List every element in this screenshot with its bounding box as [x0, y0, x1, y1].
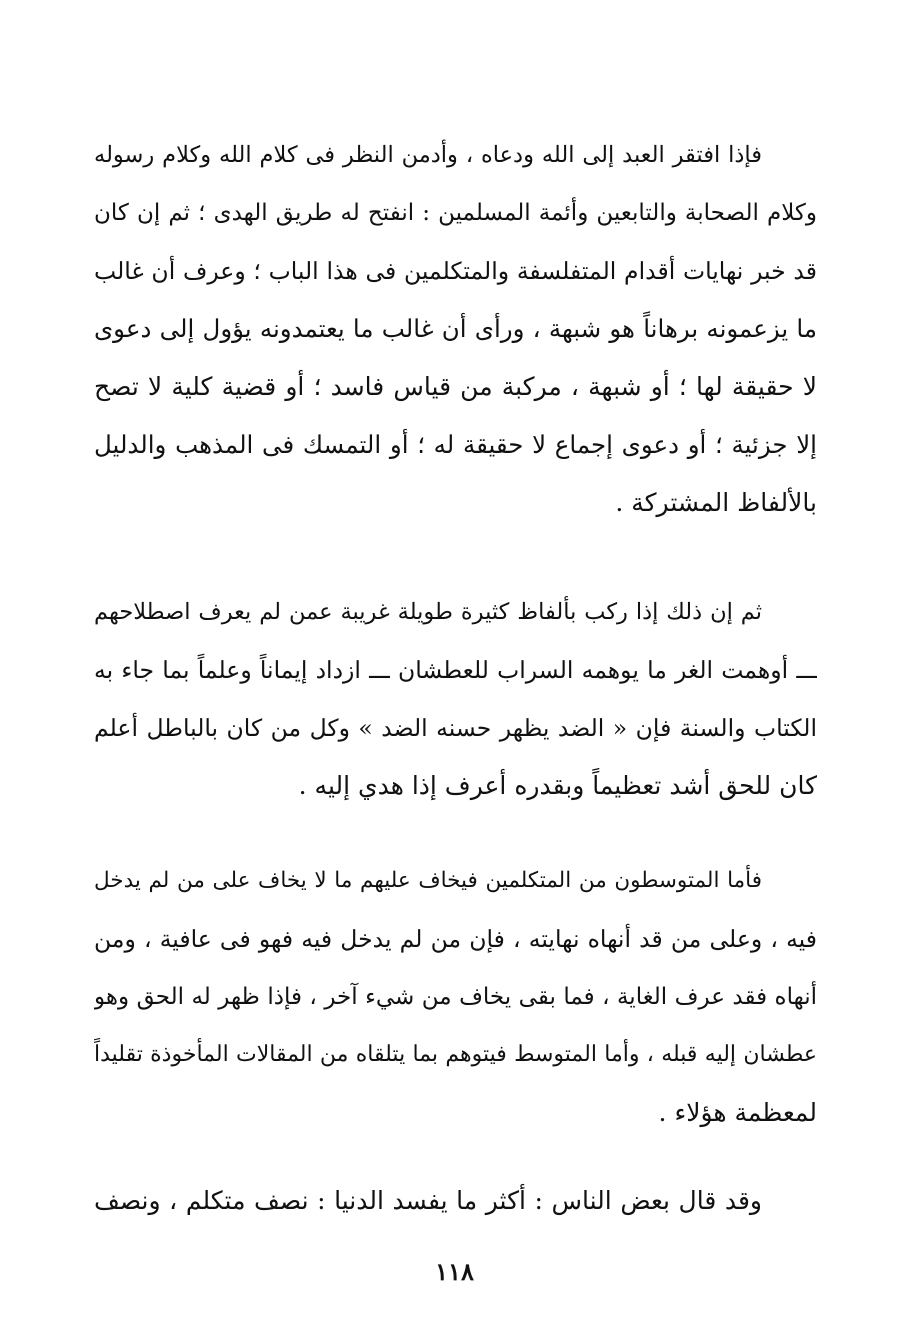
text-line: وكلام الصحابة والتابعين وأئمة المسلمين : انفتح له طريق الهدى ؛ ثم إن كان: [94, 200, 817, 226]
paragraph-2: [94, 583, 817, 815]
text-line: فأما المتوسطون من المتكلمين فيخاف عليهم ما لا يخاف على من لم يدخل: [94, 868, 762, 893]
text-line: وقد قال بعض الناس : أكثر ما يفسد الدنيا : نصف متكلم ، ونصف: [94, 1186, 762, 1215]
text-line: فإذا افتقر العبد إلى الله ودعاه ، وأدمن النظر فى كلام الله وكلام رسوله: [94, 142, 762, 168]
text-line: لا حقيقة لها ؛ أو شبهة ، مركبة من قياس فاسد ؛ أو قضية كلية لا تصح: [94, 372, 817, 401]
text-line: لمعظمة هؤلاء .: [658, 1098, 817, 1127]
paragraph-4: [94, 1172, 817, 1230]
text-line: كان للحق أشد تعظيماً وبقدره أعرف إذا هدي إليه .: [298, 771, 817, 800]
text-line: قد خبر نهايات أقدام المتفلسفة والمتكلمين فى هذا الباب ؛ وعرف أن غالب: [94, 257, 817, 285]
text-line: عطشان إليه قبله ، وأما المتوسط فيتوهم بما يتلقاه من المقالات المأخوذة تقليداً: [94, 1042, 817, 1067]
paragraph-1: [94, 126, 817, 532]
text-line: ـــ أوهمت الغر ما يوهمه السراب للعطشان ـــ ازداد إيماناً وعلماً بما جاء به: [94, 656, 817, 684]
text-line: الكتاب والسنة فإن « الضد يظهر حسنه الضد » وكل من كان بالباطل أعلم: [94, 714, 817, 742]
text-line: فيه ، وعلى من قد أنهاه نهايته ، فإن من لم يدخل فيه فهو فى عافية ، ومن: [94, 925, 817, 953]
text-line: إلا جزئية ؛ أو دعوى إجماع لا حقيقة له ؛ أو التمسك فى المذهب والدليل: [94, 430, 817, 459]
text-line: بالألفاظ المشتركة .: [615, 488, 817, 517]
paragraph-3: [94, 852, 817, 1142]
text-line: أنهاه فقد عرف الغاية ، فما بقى يخاف من شيء آخر ، فإذا ظهر له الحق وهو: [94, 984, 817, 1010]
text-line: ثم إن ذلك إذا ركب بألفاظ كثيرة طويلة غريبة عمن لم يعرف اصطلاحهم: [94, 599, 762, 625]
text-line: ما يزعمونه برهاناً هو شبهة ، ورأى أن غالب ما يعتمدونه يؤول إلى دعوى: [94, 314, 817, 343]
page-number: ١١٨: [435, 1257, 474, 1286]
